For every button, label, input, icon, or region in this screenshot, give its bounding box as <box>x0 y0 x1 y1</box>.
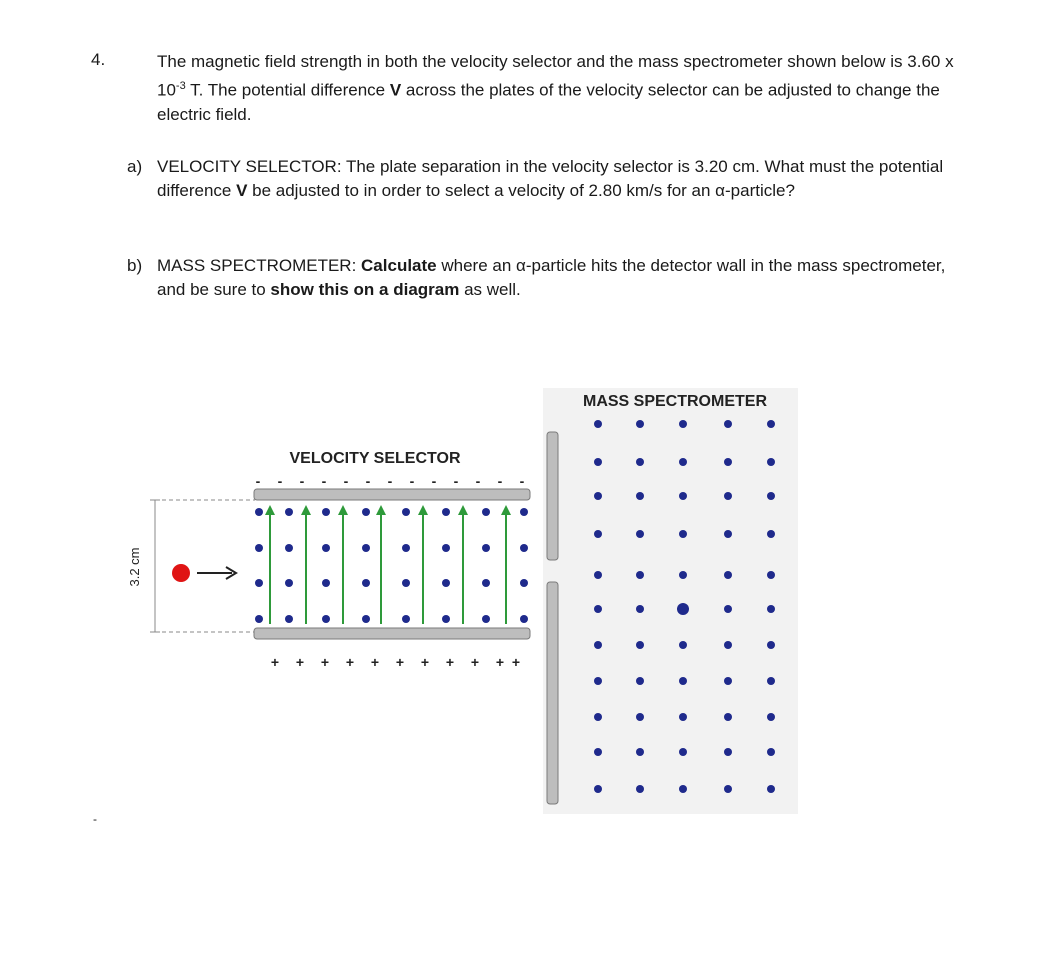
field-dot <box>636 492 644 500</box>
field-dot <box>362 615 370 623</box>
question-stem: The magnetic field strength in both the velocity selector and the mass spectrometer shown below is 3.60 x $10^{-3}$ T. The potential difference V across the plates of the velocity selector can be adjusted to change the electric field. <box>157 52 954 124</box>
plus-sign: + <box>445 654 455 670</box>
field-dot <box>322 544 330 552</box>
field-dot <box>402 579 410 587</box>
field-dot <box>362 544 370 552</box>
field-dot <box>679 748 687 756</box>
positive-charges <box>271 654 520 670</box>
plus-sign: + <box>420 654 430 670</box>
field-dot <box>482 579 490 587</box>
field-dot <box>724 785 732 793</box>
stray-mark: - <box>93 812 97 826</box>
minus-sign: - <box>365 473 371 489</box>
field-dot <box>285 544 293 552</box>
plus-sign: + <box>295 654 305 670</box>
field-dot <box>255 544 263 552</box>
field-dot <box>679 677 687 685</box>
negative-charges <box>256 473 525 489</box>
field-dot <box>767 748 775 756</box>
field-dot <box>255 615 263 623</box>
minus-sign: - <box>409 473 415 489</box>
question-number: 4. <box>91 50 106 69</box>
field-dot <box>594 492 602 500</box>
field-dot <box>679 492 687 500</box>
field-dot <box>322 579 330 587</box>
field-dot <box>442 615 450 623</box>
field-dot <box>724 713 732 721</box>
field-dot <box>679 713 687 721</box>
field-dot <box>636 748 644 756</box>
electric-field-arrows <box>270 510 506 624</box>
field-dot <box>724 677 732 685</box>
field-dot <box>594 677 602 685</box>
minus-sign: - <box>431 473 437 489</box>
detector-wall-lower <box>547 582 558 804</box>
field-dot <box>594 420 602 428</box>
field-dot <box>594 748 602 756</box>
field-dot <box>285 579 293 587</box>
field-dot <box>322 508 330 516</box>
alpha-particle <box>172 564 190 582</box>
field-dot <box>679 571 687 579</box>
part-a-letter: a) <box>127 157 143 176</box>
mass-spectrometer-label: MASS SPECTROMETER <box>582 393 768 410</box>
plus-sign: + <box>511 654 521 670</box>
field-dot <box>724 605 732 613</box>
field-dot <box>767 492 775 500</box>
field-dot <box>520 544 528 552</box>
field-dot <box>442 579 450 587</box>
field-dot <box>724 641 732 649</box>
field-dot <box>482 544 490 552</box>
field-dot <box>767 677 775 685</box>
velocity-selector-label: VELOCITY SELECTOR <box>289 450 461 467</box>
field-dot <box>767 458 775 466</box>
field-dot <box>679 420 687 428</box>
part-a-text: VELOCITY SELECTOR: The plate separation in the velocity selector is 3.20 cm. What must the potential difference V be adjusted to in order to select a velocity of 2.80 km/s for an α-particle? <box>157 157 944 200</box>
field-dot <box>767 605 775 613</box>
mass-spectrometer-panel <box>543 388 798 814</box>
field-dot <box>636 605 644 613</box>
plus-sign: + <box>370 654 380 670</box>
separation-label: 3.2 cm <box>127 547 142 587</box>
minus-sign: - <box>497 473 503 489</box>
field-dot <box>724 458 732 466</box>
field-dot <box>442 508 450 516</box>
field-dot <box>362 508 370 516</box>
minus-sign: - <box>453 473 459 489</box>
minus-sign: - <box>255 473 261 489</box>
field-dot <box>636 458 644 466</box>
field-dot <box>402 544 410 552</box>
field-dot <box>679 641 687 649</box>
plus-sign: + <box>495 654 505 670</box>
field-dot <box>594 785 602 793</box>
field-dot <box>594 571 602 579</box>
field-dot <box>594 605 602 613</box>
field-dot <box>594 713 602 721</box>
field-dot <box>767 785 775 793</box>
field-dot <box>636 530 644 538</box>
field-dot <box>724 571 732 579</box>
field-dot <box>724 748 732 756</box>
field-dot <box>679 785 687 793</box>
field-dot <box>594 530 602 538</box>
field-dot <box>767 641 775 649</box>
plus-sign: + <box>395 654 405 670</box>
field-dot <box>724 530 732 538</box>
minus-sign: - <box>277 473 283 489</box>
plus-sign: + <box>270 654 280 670</box>
field-dot <box>636 677 644 685</box>
field-dot <box>636 785 644 793</box>
field-dot <box>285 615 293 623</box>
field-dot <box>767 571 775 579</box>
minus-sign: - <box>519 473 525 489</box>
field-dot <box>482 508 490 516</box>
field-dot <box>636 571 644 579</box>
field-dot <box>442 544 450 552</box>
minus-sign: - <box>299 473 305 489</box>
field-dot <box>767 713 775 721</box>
part-b-letter: b) <box>127 256 143 275</box>
selector-magnetic-field-dots <box>255 508 528 623</box>
field-dot <box>482 615 490 623</box>
field-dot <box>724 492 732 500</box>
minus-sign: - <box>343 473 349 489</box>
field-dot <box>679 530 687 538</box>
field-dot <box>520 615 528 623</box>
minus-sign: - <box>321 473 327 489</box>
field-dot <box>594 458 602 466</box>
field-dot <box>767 530 775 538</box>
detector-wall-upper <box>547 432 558 560</box>
minus-sign: - <box>387 473 393 489</box>
field-dot <box>724 420 732 428</box>
part-b-text: MASS SPECTROMETER: Calculate where an α-particle hits the detector wall in the mass spectrometer, and be sure to show this on a diagram as well. <box>157 256 946 299</box>
plus-sign: + <box>320 654 330 670</box>
field-dot <box>679 458 687 466</box>
field-dot <box>402 508 410 516</box>
field-dot <box>767 420 775 428</box>
plus-sign: + <box>470 654 480 670</box>
field-dot <box>677 603 689 615</box>
field-dot <box>520 508 528 516</box>
field-dot <box>520 579 528 587</box>
field-dot <box>255 508 263 516</box>
field-dot <box>322 615 330 623</box>
top-plate <box>254 489 530 500</box>
field-dot <box>255 579 263 587</box>
field-dot <box>636 420 644 428</box>
field-dot <box>402 615 410 623</box>
plus-sign: + <box>345 654 355 670</box>
minus-sign: - <box>475 473 481 489</box>
field-dot <box>362 579 370 587</box>
field-dot <box>285 508 293 516</box>
field-dot <box>636 641 644 649</box>
field-dot <box>636 713 644 721</box>
field-dot <box>594 641 602 649</box>
bottom-plate <box>254 628 530 639</box>
